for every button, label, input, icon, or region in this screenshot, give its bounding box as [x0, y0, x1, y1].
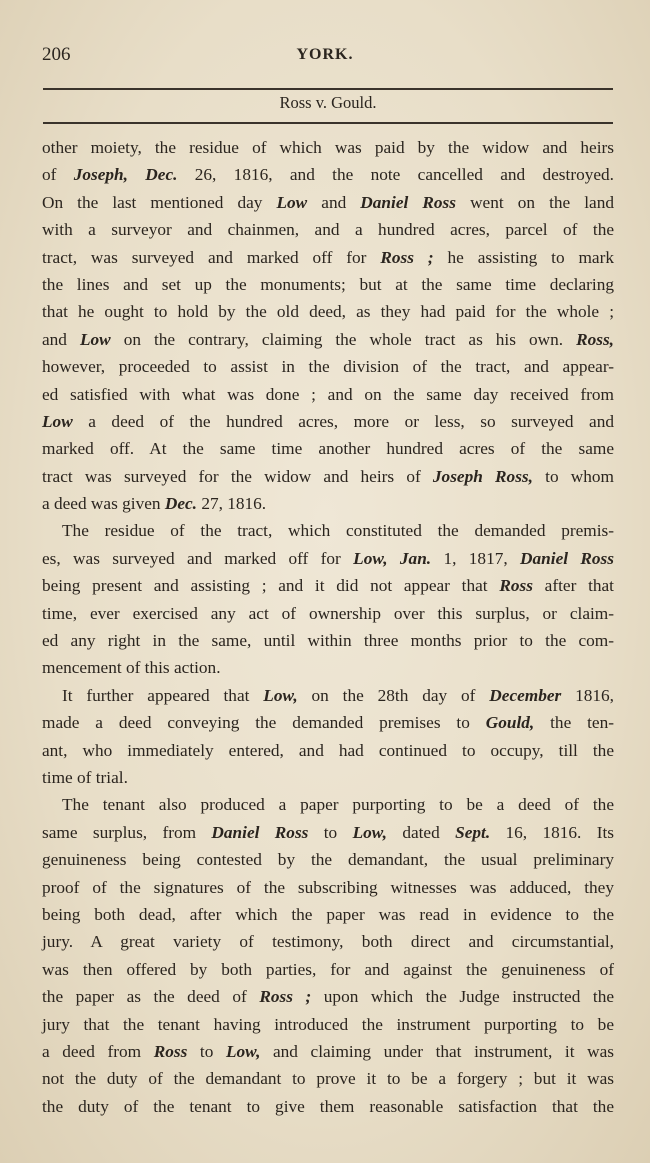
italic-text: Ross — [153, 1041, 188, 1061]
italic-text: Low, — [225, 1041, 261, 1061]
text-line — [42, 764, 614, 791]
text-segment: mencement of this action. — [42, 658, 221, 678]
italic-text: Low, — [352, 822, 387, 842]
italic-text: Gould, — [485, 713, 535, 733]
text-segment: marked off. At the same time another hundred acres of the same — [42, 439, 614, 459]
text-line — [42, 134, 614, 161]
running-head: YORK. — [296, 46, 354, 63]
text-segment: ed any right in the same, until within three months prior to the com- — [42, 631, 614, 651]
text-line — [42, 983, 614, 1010]
text-segment: the ten- — [534, 713, 614, 733]
text-segment: It further appeared that — [62, 685, 264, 705]
text-segment: time, ever exercised any act of ownership over this surplus, or claim- — [42, 603, 614, 623]
text-segment: to whom — [532, 466, 614, 486]
text-line — [42, 161, 614, 188]
text-segment: that he ought to hold by the old deed, as they had paid for the whole ; — [42, 302, 614, 322]
header-rule-bottom — [43, 122, 613, 124]
italic-text: Low, Jan. — [353, 548, 432, 568]
text-line — [42, 298, 614, 325]
text-segment: 16, 1816. Its — [490, 822, 614, 842]
text-line — [42, 463, 614, 490]
text-segment: and claiming under that instrument, it was — [260, 1041, 614, 1061]
text-line — [42, 545, 614, 572]
text-segment: to — [187, 1041, 226, 1061]
text-segment: tract was surveyed for the widow and heirs of — [42, 466, 433, 486]
text-segment: the paper as the deed of — [42, 987, 260, 1007]
text-line — [42, 600, 614, 627]
text-line — [42, 709, 614, 736]
text-segment: ed satisfied with what was done ; and on the same day received from — [42, 384, 614, 404]
text-segment: dated — [386, 822, 456, 842]
text-segment: The tenant also produced a paper purporting to be a deed of the — [62, 795, 614, 815]
italic-text: Daniel Ross — [520, 548, 614, 568]
text-line — [42, 244, 614, 271]
text-line — [42, 435, 614, 462]
text-line — [42, 737, 614, 764]
text-line — [42, 791, 614, 818]
text-line — [42, 189, 614, 216]
text-segment: made a deed conveying the demanded premises to — [42, 713, 486, 733]
text-segment: other moiety, the residue of which was paid by the widow and heirs — [42, 138, 614, 157]
text-line — [42, 517, 614, 544]
text-segment: The residue of the tract, which constituted the demanded premis- — [62, 521, 614, 541]
italic-text: Low — [42, 411, 73, 431]
text-line — [42, 271, 614, 298]
text-segment: tract, was surveyed and marked off for — [42, 247, 381, 267]
italic-text: Ross ; — [259, 987, 312, 1007]
italic-text: Ross ; — [380, 247, 434, 267]
text-line — [42, 928, 614, 955]
text-segment: went on the land — [456, 192, 615, 212]
text-line — [42, 846, 614, 873]
italic-text: Dec. — [164, 494, 197, 514]
text-line — [42, 353, 614, 380]
italic-text: December — [489, 685, 562, 705]
text-segment: proof of the signatures of the subscribing witnesses was adduced, they — [42, 877, 614, 897]
text-segment: and — [307, 192, 361, 212]
text-segment: with a surveyor and chainmen, and a hundred acres, parcel of the — [42, 220, 614, 240]
case-title: Ross v. Gould. — [279, 93, 377, 112]
text-segment: ant, who immediately entered, and had continued to occupy, till the — [42, 740, 614, 760]
text-segment: jury that the tenant having introduced the instrument purporting to be — [42, 1014, 614, 1034]
text-segment: 27, 1816. — [197, 494, 267, 514]
text-segment: after that — [532, 576, 614, 596]
text-segment: he assisting to mark — [433, 247, 614, 267]
text-segment: jury. A great variety of testimony, both direct and circumstantial, — [42, 932, 614, 952]
text-line — [42, 654, 614, 681]
text-segment: the duty of the tenant to give them reasonable satisfaction that the — [42, 1096, 614, 1116]
text-line — [42, 1065, 614, 1092]
text-segment: a deed from — [42, 1041, 154, 1061]
text-segment: 26, 1816, and the note cancelled and destroyed. — [177, 165, 614, 185]
text-segment: time of trial. — [42, 767, 128, 787]
text-segment: however, proceeded to assist in the division of the tract, and appear- — [42, 357, 614, 377]
text-segment: same surplus, from — [42, 822, 212, 842]
text-line — [42, 381, 614, 408]
italic-text: Daniel Ross — [211, 822, 309, 842]
text-segment: being both dead, after which the paper was read in evidence to the — [42, 904, 614, 924]
text-segment: not the duty of the demandant to prove it to be a forgery ; but it was — [42, 1069, 614, 1089]
text-line — [42, 216, 614, 243]
text-line — [42, 627, 614, 654]
italic-text: Low — [79, 329, 111, 349]
text-line — [42, 1011, 614, 1038]
italic-text: Low, — [263, 685, 298, 705]
text-segment: and — [42, 329, 80, 349]
text-segment: es, was surveyed and marked off for — [42, 548, 354, 568]
text-line — [42, 819, 614, 846]
text-segment: a deed of the hundred acres, more or less, so surveyed and — [72, 411, 614, 431]
text-line — [42, 682, 614, 709]
italic-text: Low — [276, 192, 308, 212]
text-line — [42, 1093, 614, 1120]
header-rule-top — [43, 88, 613, 90]
text-segment: to — [308, 822, 353, 842]
italic-text: Joseph, Dec. — [73, 165, 178, 185]
text-segment: the lines and set up the monuments; but at the same time declaring — [42, 274, 614, 294]
text-segment: genuineness being contested by the demandant, the usual preliminary — [42, 850, 614, 870]
text-segment: of — [42, 165, 74, 185]
italic-text: Daniel Ross — [360, 192, 456, 212]
text-segment: 1, 1817, — [431, 548, 521, 568]
text-line — [42, 326, 614, 353]
text-segment: being present and assisting ; and it did not appear that — [42, 576, 500, 596]
text-segment: a deed was given — [42, 494, 165, 514]
italic-text: Ross — [499, 576, 533, 596]
text-segment: upon which the Judge instructed the — [311, 987, 615, 1007]
text-segment: was then offered by both parties, for and against the genuineness of — [42, 959, 614, 979]
text-line — [42, 1038, 614, 1065]
text-segment: On the last mentioned day — [42, 192, 277, 212]
italic-text: Sept. — [455, 822, 491, 842]
italic-text: Joseph Ross, — [432, 466, 533, 486]
page-body-text — [42, 134, 614, 1120]
page-number: 206 — [42, 44, 71, 65]
text-segment: on the 28th day of — [297, 685, 490, 705]
text-line — [42, 901, 614, 928]
text-line — [42, 956, 614, 983]
text-line — [42, 572, 614, 599]
text-line — [42, 874, 614, 901]
text-line — [42, 490, 614, 517]
italic-text: Ross, — [576, 329, 615, 349]
text-segment: on the contrary, claiming the whole tract as his own. — [110, 329, 577, 349]
text-line — [42, 408, 614, 435]
text-segment: 1816, — [561, 685, 615, 705]
